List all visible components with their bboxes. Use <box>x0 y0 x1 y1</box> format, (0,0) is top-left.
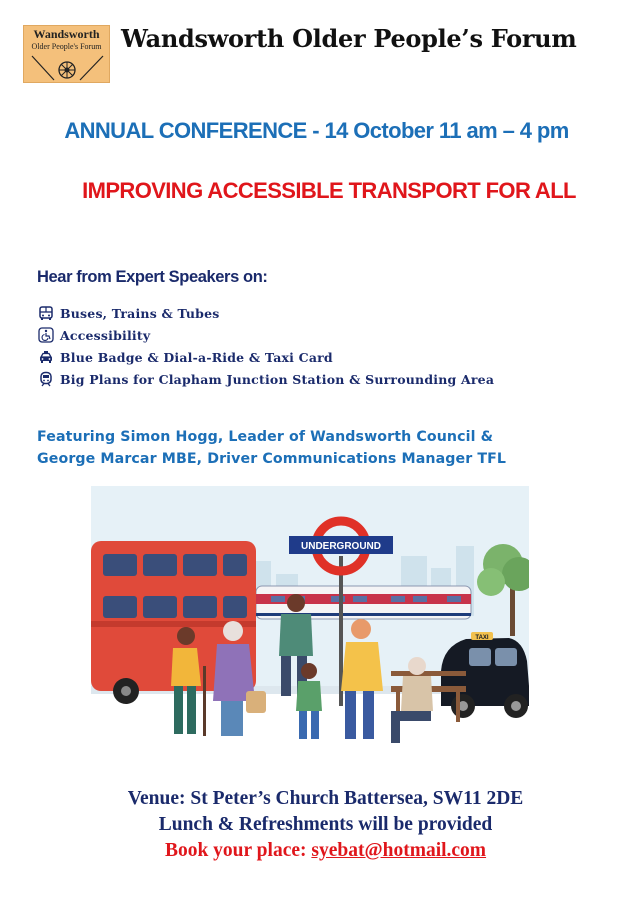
logo-emblem-icon <box>24 26 111 84</box>
list-item <box>38 368 494 390</box>
speakers-heading: Hear from Expert Speakers on: <box>37 268 268 286</box>
speaker-topics-list <box>38 302 494 390</box>
topic-label: Blue Badge & Dial-a-Ride & Taxi Card <box>60 349 333 365</box>
lunch-line: Lunch & Refreshments will be provided <box>158 814 493 835</box>
page-title: Wandsworth Older People’s Forum <box>121 24 577 53</box>
list-item <box>38 346 494 368</box>
featuring-line-2: George Marcar MBE, Driver Communications Manager TFL <box>37 451 507 467</box>
roundel-text: UNDERGROUND <box>301 541 381 552</box>
venue-block <box>0 786 633 864</box>
taxi-icon <box>38 349 54 365</box>
venue-line: Venue: St Peter’s Church Battersea, SW11 2DE <box>127 788 524 809</box>
booking-prefix: Book your place: <box>164 840 312 861</box>
booking-line <box>18 838 633 864</box>
topic-label: Buses, Trains & Tubes <box>60 305 220 321</box>
booking-email-link[interactable]: syebat@hotmail.com <box>311 840 487 861</box>
logo-line-2: Older People's Forum <box>31 42 102 51</box>
train-icon <box>38 371 54 387</box>
featuring-text <box>37 426 617 470</box>
taxi-sign-text: TAXI <box>475 635 489 641</box>
list-item <box>38 324 494 346</box>
topic-label: Big Plans for Clapham Junction Station & Surrounding Area <box>60 371 495 387</box>
topic-label: Accessibility <box>60 327 151 343</box>
forum-logo <box>23 25 110 83</box>
conference-date-line: ANNUAL CONFERENCE - 14 October 11 am – 4 pm <box>64 118 569 143</box>
featuring-line-1: Featuring Simon Hogg, Leader of Wandsworth Council & <box>37 429 494 445</box>
conference-theme: IMPROVING ACCESSIBLE TRANSPORT FOR ALL <box>82 178 576 203</box>
logo-line-1: Wandsworth <box>33 27 100 41</box>
transport-illustration <box>91 486 529 763</box>
bus-icon <box>38 305 54 321</box>
list-item <box>38 302 494 324</box>
wheelchair-icon <box>38 327 54 343</box>
